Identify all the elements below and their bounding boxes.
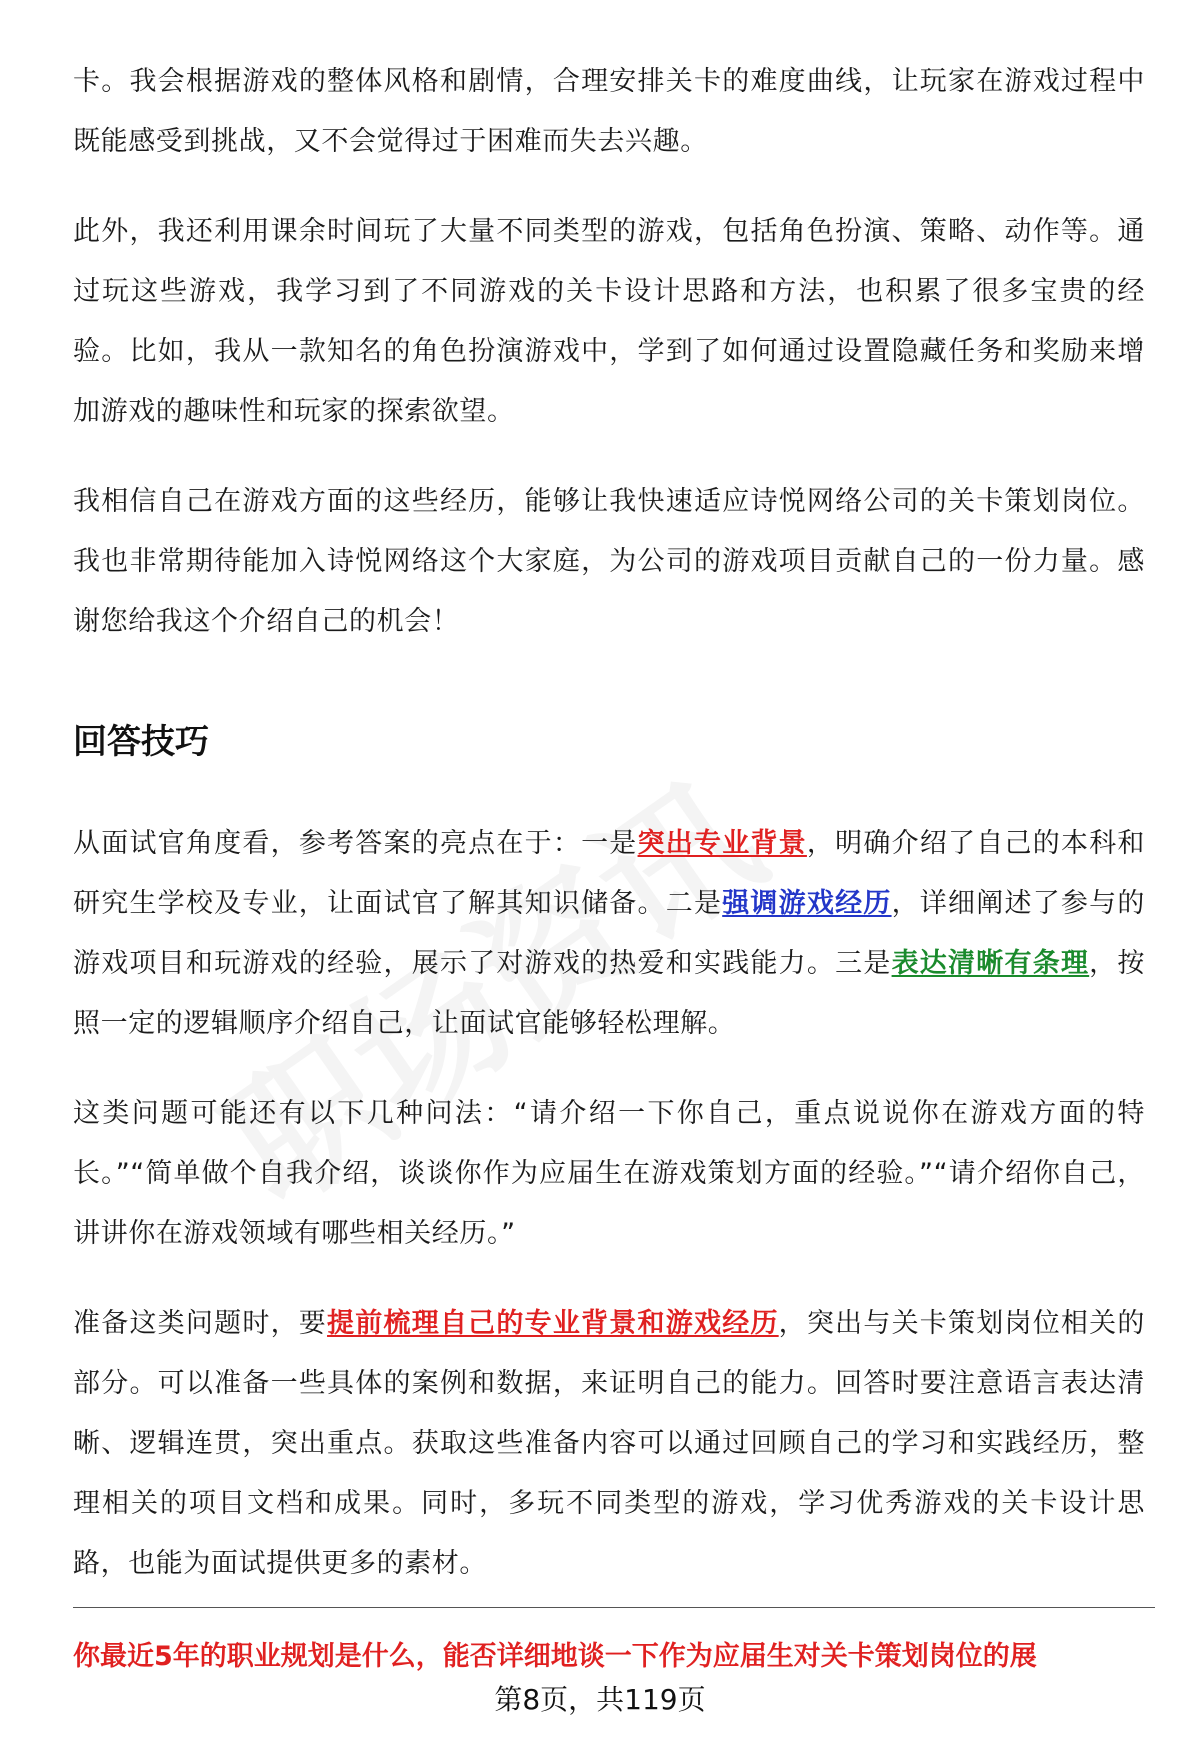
paragraph-interviewer-view: [73, 814, 1145, 1054]
text-run: ，详细阐述了参与的游戏项目和玩游戏的经验，展示了对游戏的热爱和实践能力。三是: [73, 888, 1145, 979]
paragraph-preparation: [73, 1294, 1145, 1594]
paragraph-level-design: 卡。我会根据游戏的整体风格和剧情，合理安排关卡的难度曲线，让玩家在游戏过程中既能感受到挑战，又不会觉得过于困难而失去兴趣。: [73, 66, 1145, 157]
paragraph-alternative-questions: 这类问题可能还有以下几种问法：“请介绍一下你自己，重点说说你在游戏方面的特长。”“简单做个自我介绍，谈谈你作为应届生在游戏策划方面的经验。”“请介绍你自己，讲讲你在游戏领域有哪些相关经历。”: [73, 1098, 1145, 1249]
footer-divider: [73, 1607, 1155, 1608]
text-run: 准备这类问题时，要: [73, 1308, 328, 1339]
document-body: [73, 52, 1145, 1594]
section-heading-answer-tips: 回答技巧: [73, 722, 209, 762]
paragraph-conclusion: 我相信自己在游戏方面的这些经历，能够让我快速适应诗悦网络公司的关卡策划岗位。我也非常期待能加入诗悦网络这个大家庭，为公司的游戏项目贡献自己的一份力量。感谢您给我这个介绍自己的机会！: [73, 486, 1145, 637]
highlight-professional-background: 突出专业背景: [637, 828, 807, 859]
paragraph-gaming-experience: 此外，我还利用课余时间玩了大量不同类型的游戏，包括角色扮演、策略、动作等。通过玩这些游戏，我学习到了不同游戏的关卡设计思路和方法，也积累了很多宝贵的经验。比如，我从一款知名的角色扮演游戏中，学到了如何通过设置隐藏任务和奖励来增加游戏的趣味性和玩家的探索欲望。: [73, 216, 1145, 427]
next-question-preview: 你最近5年的职业规划是什么，能否详细地谈一下作为应届生对关卡策划岗位的展: [73, 1641, 1037, 1672]
highlight-prepare-background: 提前梳理自己的专业背景和游戏经历: [327, 1308, 779, 1339]
text-run: ，突出与关卡策划岗位相关的部分。可以准备一些具体的案例和数据，来证明自己的能力。回答时要注意语言表达清晰、逻辑连贯，突出重点。获取这些准备内容可以通过回顾自己的学习和实践经历，整理相关的项目文档和成果。同时，多玩不同类型的游戏，学习优秀游戏的关卡设计思路，也能为面试提供更多的素材。: [73, 1308, 1145, 1579]
text-run: ，按照一定的逻辑顺序介绍自己，让面试官能够轻松理解。: [73, 948, 1145, 1039]
text-run: 从面试官角度看，参考答案的亮点在于：一是: [73, 828, 638, 859]
highlight-clear-expression: 表达清晰有条理: [891, 948, 1090, 979]
text-run: ，明确介绍了自己的本科和研究生学校及专业，让面试官了解其知识储备。二是: [73, 828, 1146, 919]
highlight-game-experience: 强调游戏经历: [722, 888, 892, 919]
page-number: 第8页，共119页: [494, 1683, 706, 1716]
